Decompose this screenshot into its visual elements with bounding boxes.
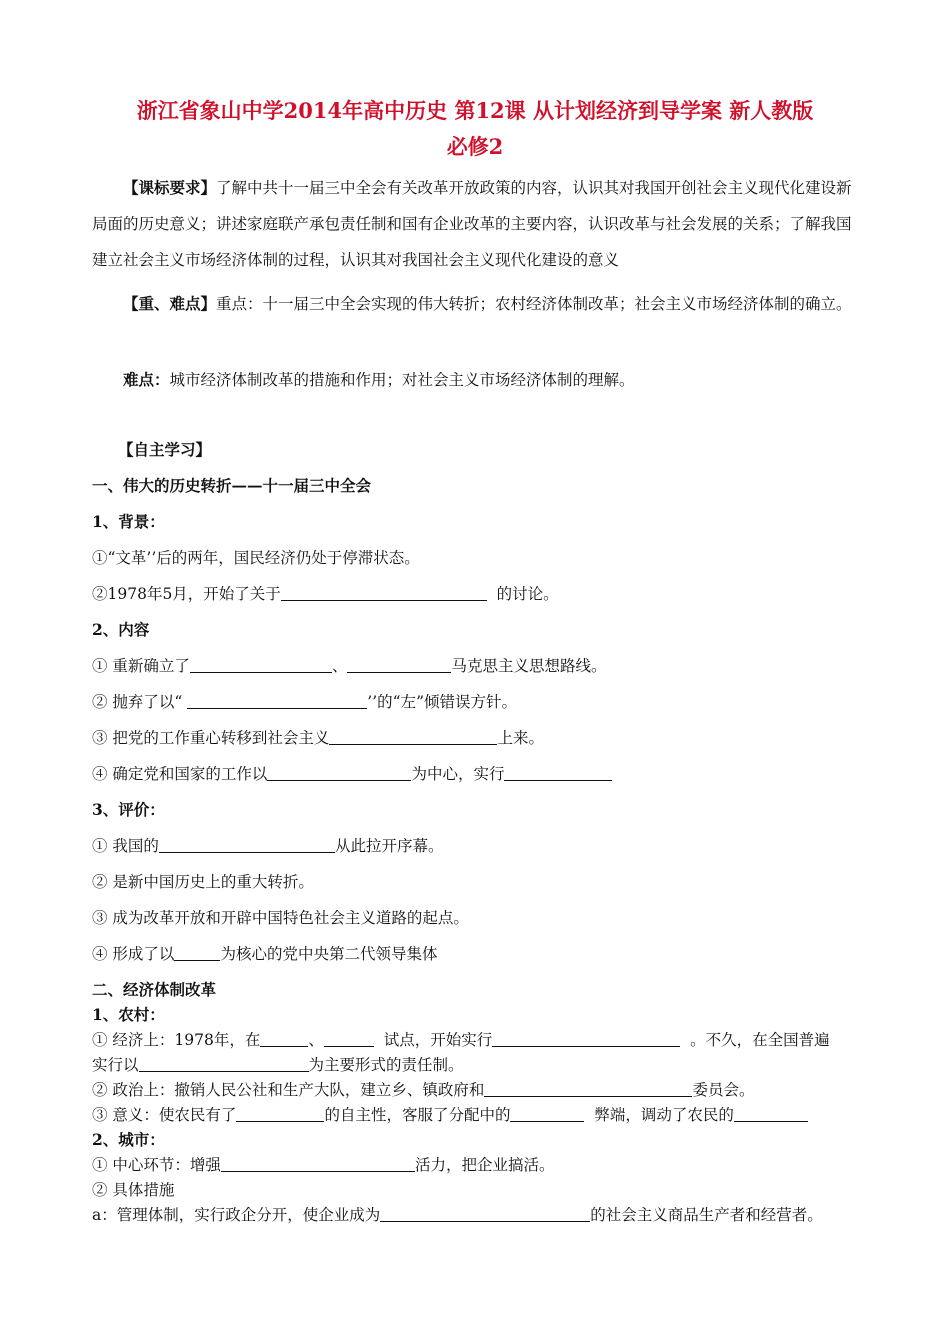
section-1-heading: 一、伟大的历史转折——十一届三中全会	[92, 476, 372, 495]
evaluation-item-4: ④ 形成了以 为核心的党中央第二代领导集体	[92, 945, 438, 963]
key-points-text: 重点：十一届三中全会实现的伟大转折；农村经济体制改革；社会主义市场经济体制的确立。	[216, 295, 852, 313]
content-item-2: ② 抛弃了以“ ’’的“左”倾错误方针。	[92, 693, 517, 711]
rural-item-1: ① 经济上：1978年，在 、 试点，开始实行 。不久，在全国普遍	[92, 1031, 830, 1049]
key-points-label: 【重、难点】	[123, 294, 217, 313]
document-title: 浙江省象山中学2014年高中历史 第12课 从计划经济到导学案 新人教版	[136, 98, 814, 123]
rural-item-2: ② 政治上：撤销人民公社和生产大队，建立乡、镇政府和 委员会。	[92, 1081, 755, 1099]
document-title-line2: 必修2	[446, 134, 504, 159]
fill-blank[interactable]	[139, 1055, 309, 1072]
key-points	[92, 286, 862, 322]
city-item-2: ② 具体措施	[92, 1181, 175, 1199]
content-item-3: ③ 把党的工作重心转移到社会主义 上来。	[92, 729, 544, 747]
fill-blank[interactable]	[260, 1030, 308, 1047]
city-item-3: a：管理体制，实行政企分开，使企业成为 的社会主义商品生产者和经营者。	[92, 1206, 823, 1224]
fill-blank[interactable]	[236, 1105, 324, 1122]
rural-item-1-continued: 实行以 为主要形式的责任制。	[92, 1056, 464, 1074]
fill-blank[interactable]	[159, 836, 335, 853]
fill-blank[interactable]	[492, 1030, 680, 1047]
fill-blank[interactable]	[267, 764, 411, 781]
city-item-1: ① 中心环节：增强 活力，把企业搞活。	[92, 1156, 555, 1174]
section-2-heading: 二、经济体制改革	[92, 980, 217, 999]
requirements-text: 了解中共十一届三中全会有关改革开放政策的内容，认识其对我国开创社会主义现代化建设新局面的历史意义；讲述家庭联产承包责任制和国有企业改革的主要内容，认识改革与社会发展的关系；了解我国建立社会主义市场经济体制的过程，认识其对我国社会主义现代化建设的意义	[92, 179, 852, 269]
background-item-1: ①“文革’’后的两年，国民经济仍处于停滞状态。	[92, 549, 420, 567]
content-item-4: ④ 确定党和国家的工作以 为中心，实行	[92, 762, 612, 786]
fill-blank[interactable]	[347, 656, 451, 673]
difficult-points-text: 城市经济体制改革的措施和作用；对社会主义市场经济体制的理解。	[169, 371, 635, 389]
fill-blank[interactable]	[484, 1080, 692, 1097]
fill-blank[interactable]	[734, 1105, 808, 1122]
evaluation-heading: 3、评价：	[92, 800, 165, 819]
self-study-heading: 【自主学习】	[118, 440, 212, 459]
fill-blank[interactable]	[380, 1205, 590, 1222]
background-item-2: ②1978年5月，开始了关于 的讨论。	[92, 585, 559, 603]
content-item-1: ① 重新确立了 、 马克思主义思想路线。	[92, 657, 607, 675]
curriculum-requirements	[92, 170, 862, 278]
fill-blank[interactable]	[510, 1105, 584, 1122]
fill-blank[interactable]	[221, 1155, 415, 1172]
fill-blank[interactable]	[281, 584, 487, 601]
rural-heading: 1、农村：	[92, 1005, 165, 1024]
difficult-points	[92, 362, 862, 398]
fill-blank[interactable]	[329, 728, 497, 745]
fill-blank[interactable]	[174, 944, 220, 961]
background-heading: 1、背景：	[92, 512, 165, 531]
fill-blank[interactable]	[187, 692, 367, 709]
city-heading: 2、城市：	[92, 1130, 165, 1149]
fill-blank[interactable]	[324, 1030, 374, 1047]
requirements-label: 【课标要求】	[123, 178, 217, 197]
rural-item-3: ③ 意义：使农民有了 的自主性，客服了分配中的 弊端，调动了农民的	[92, 1103, 808, 1127]
fill-blank[interactable]	[504, 764, 612, 781]
difficult-points-label: 难点：	[123, 370, 170, 389]
evaluation-item-3: ③ 成为改革开放和开辟中国特色社会主义道路的起点。	[92, 909, 469, 927]
fill-blank[interactable]	[190, 656, 332, 673]
content-heading: 2、内容	[92, 620, 150, 639]
evaluation-item-2: ② 是新中国历史上的重大转折。	[92, 873, 314, 891]
evaluation-item-1: ① 我国的 从此拉开序幕。	[92, 837, 444, 855]
